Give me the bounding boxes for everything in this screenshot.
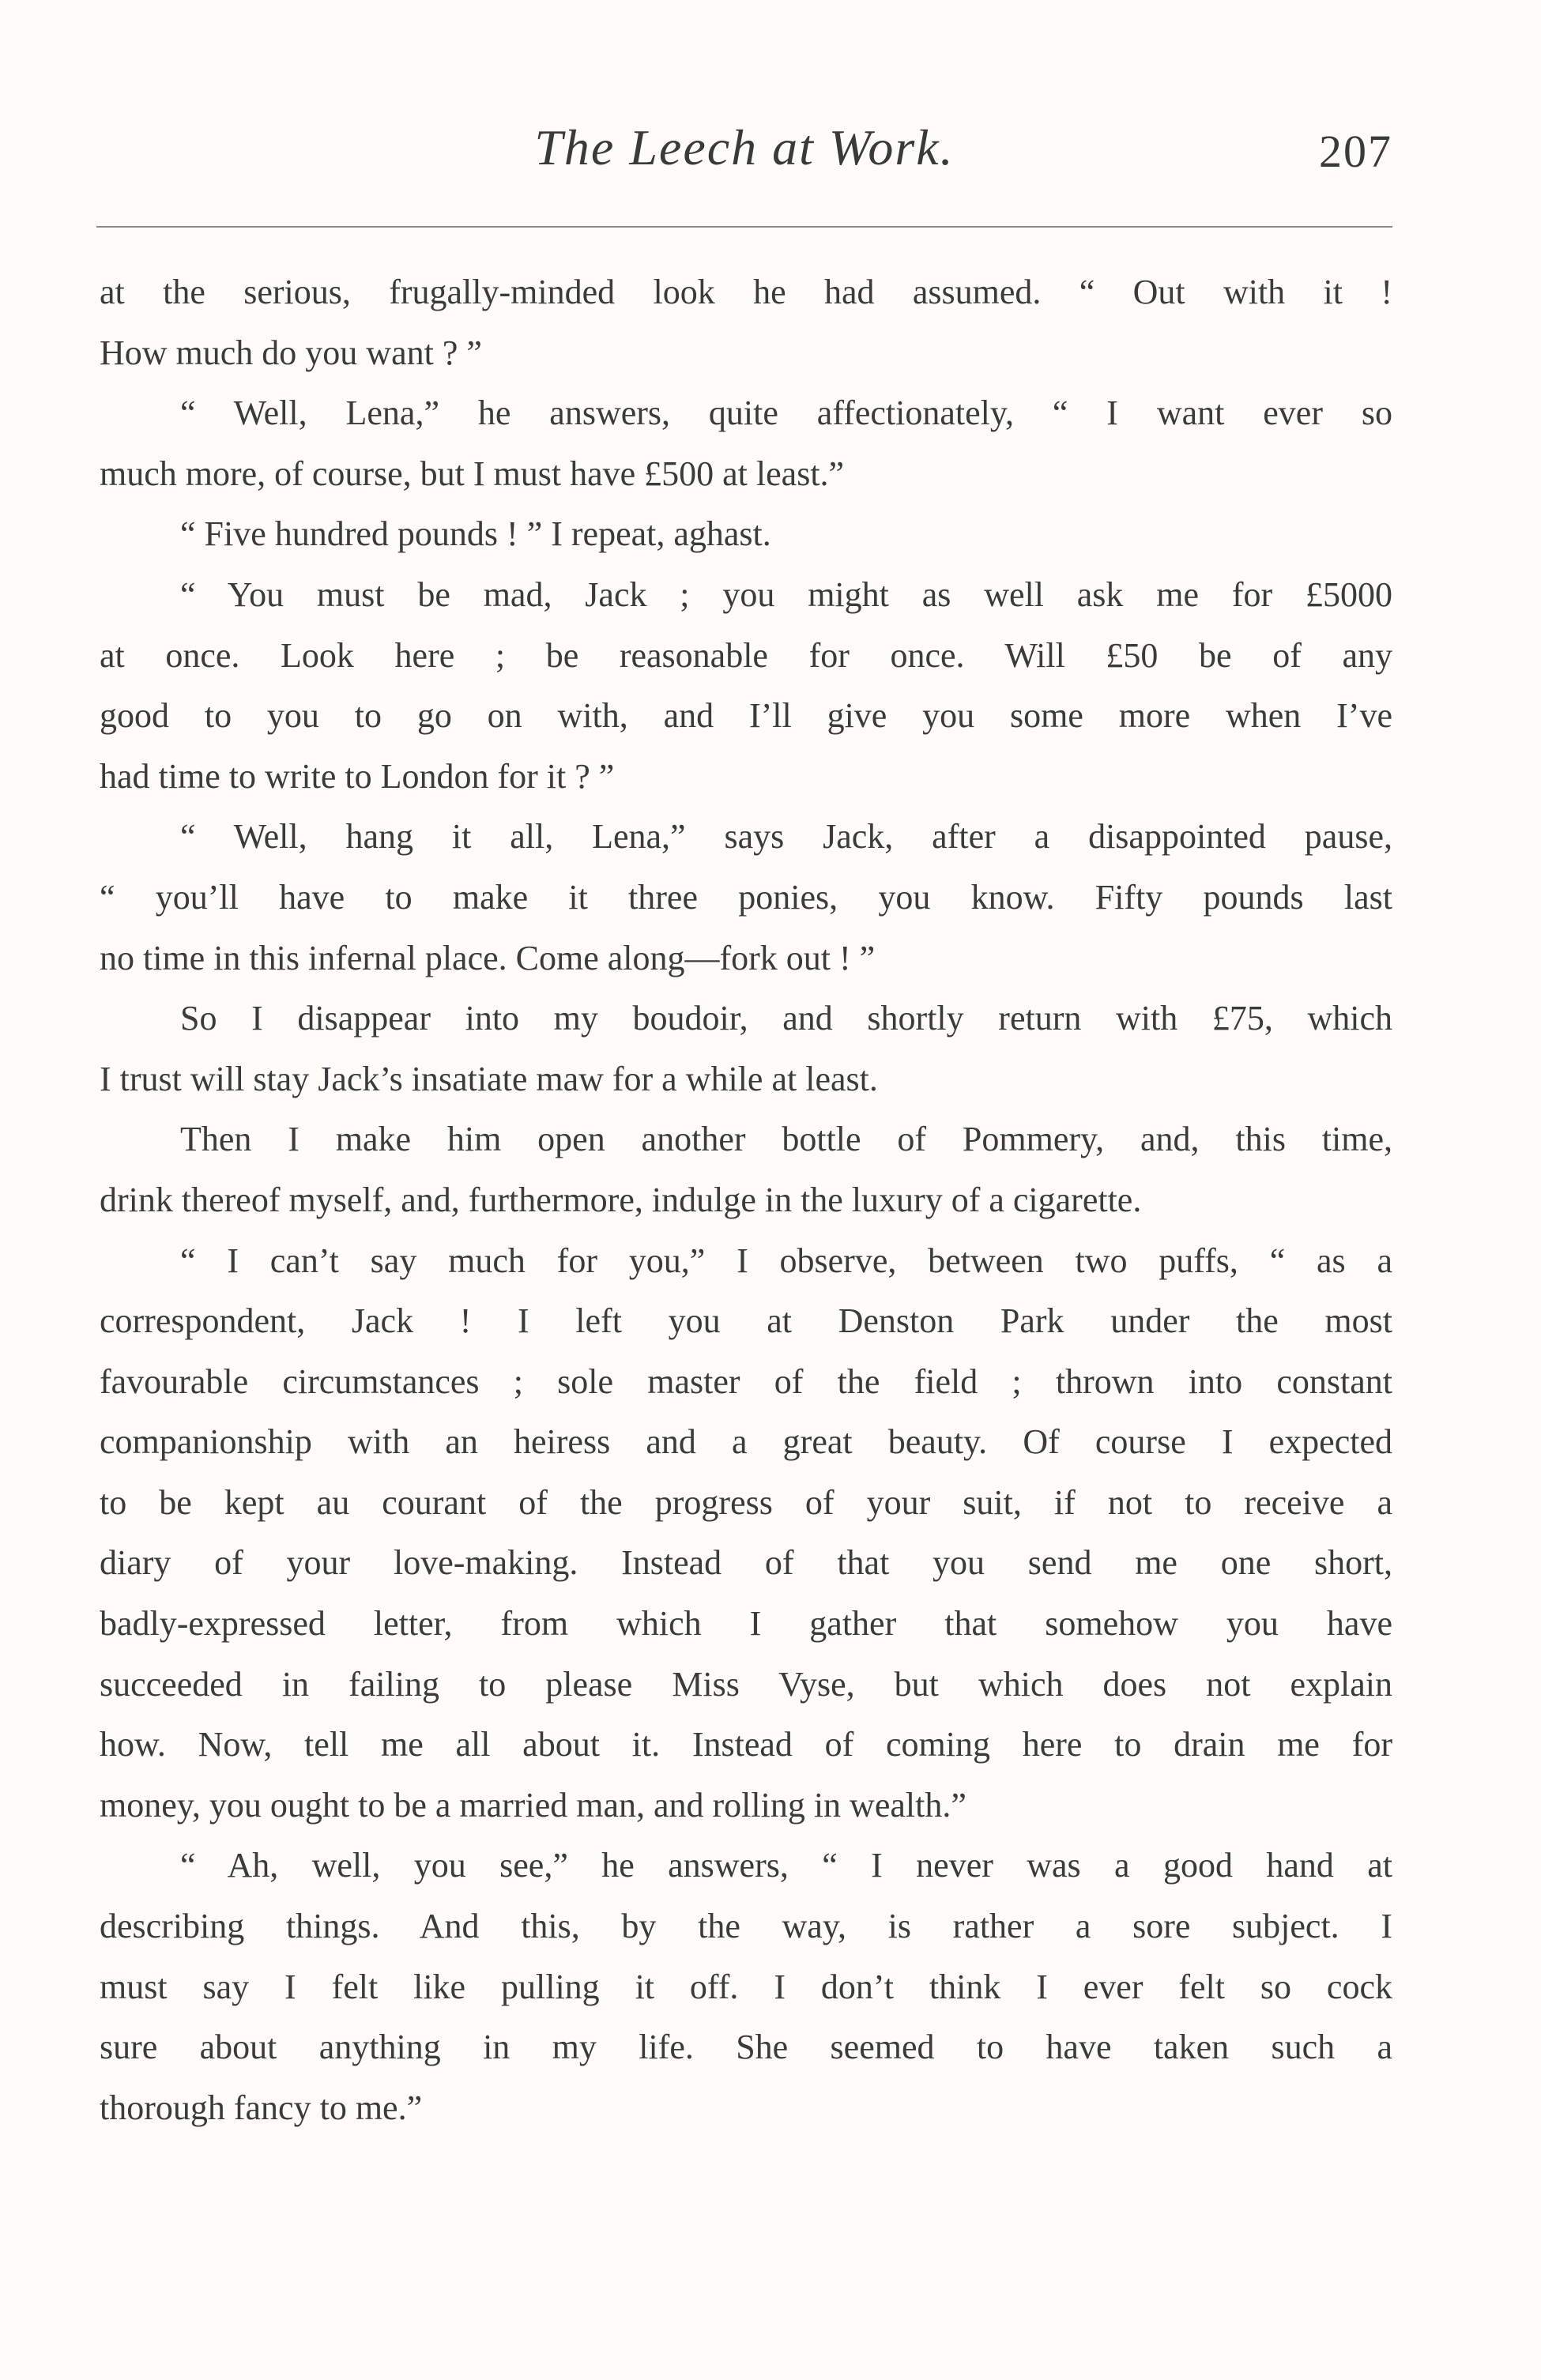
text-line: good to you to go on with, and I’ll give you some more when I’ve (100, 696, 1392, 736)
text-line: Then I make him open another bottle of Pommery, and, this time, (180, 1120, 1392, 1159)
text-line: “ Well, hang it all, Lena,” says Jack, after a disappointed pause, (180, 817, 1392, 857)
page-number: 207 (1319, 126, 1392, 177)
running-title: The Leech at Work. (534, 119, 955, 175)
text-line: companionship with an heiress and a great beauty. Of course I expected (100, 1422, 1392, 1462)
text-line: I trust will stay Jack’s insatiate maw for a while at least. (100, 1059, 878, 1098)
text-line: how. Now, tell me all about it. Instead of coming here to drain me for (100, 1725, 1392, 1764)
text-line: to be kept au courant of the progress of your suit, if not to receive a (100, 1482, 1392, 1522)
text-line: describing things. And this, by the way, is rather a sore subject. I (100, 1907, 1392, 1946)
text-line: at once. Look here ; be reasonable for once. Will £50 be of any (100, 635, 1392, 675)
text-line: succeeded in failing to please Miss Vyse, but which does not explain (100, 1664, 1392, 1704)
text-line: much more, of course, but I must have £500 at least.” (100, 454, 845, 493)
text-line: at the serious, frugally-minded look he had assumed. “ Out with it ! (100, 273, 1392, 311)
text-line: correspondent, Jack ! I left you at Denston Park under the most (100, 1301, 1392, 1341)
text-line: favourable circumstances ; sole master of the field ; thrown into constant (100, 1361, 1392, 1401)
text-line: had time to write to London for it ? ” (100, 756, 615, 796)
text-line: “ Five hundred pounds ! ” I repeat, aghast. (180, 514, 771, 554)
text-line: “ Ah, well, you see,” he answers, “ I never was a good hand at (180, 1846, 1392, 1885)
text-line: sure about anything in my life. She seemed to have taken such a (100, 2028, 1392, 2067)
text-line: How much do you want ? ” (100, 333, 482, 372)
text-line: money, you ought to be a married man, and rolling in wealth.” (100, 1785, 966, 1825)
text-line: no time in this infernal place. Come along—fork out ! ” (100, 938, 876, 977)
text-line: “ Well, Lena,” he answers, quite affectionately, “ I want ever so (180, 394, 1392, 433)
text-line: badly-expressed letter, from which I gather that somehow you have (100, 1604, 1392, 1644)
header-rule (96, 226, 1392, 228)
text-line: “ you’ll have to make it three ponies, you know. Fifty pounds last (100, 877, 1392, 917)
text-line: diary of your love-making. Instead of that you send me one short, (100, 1543, 1392, 1583)
text-line: must say I felt like pulling it off. I don’t think I ever felt so cock (100, 1967, 1392, 2006)
text-line: “ I can’t say much for you,” I observe, between two puffs, “ as a (180, 1241, 1392, 1280)
text-line: “ You must be mad, Jack ; you might as well ask me for £5000 (180, 574, 1392, 614)
text-line: So I disappear into my boudoir, and shortly return with £75, which (180, 999, 1392, 1038)
text-line: drink thereof myself, and, furthermore, indulge in the luxury of a cigarette. (100, 1180, 1142, 1219)
text-line: thorough fancy to me.” (100, 2088, 423, 2127)
body-text (100, 262, 1392, 2138)
running-head (96, 119, 1392, 198)
